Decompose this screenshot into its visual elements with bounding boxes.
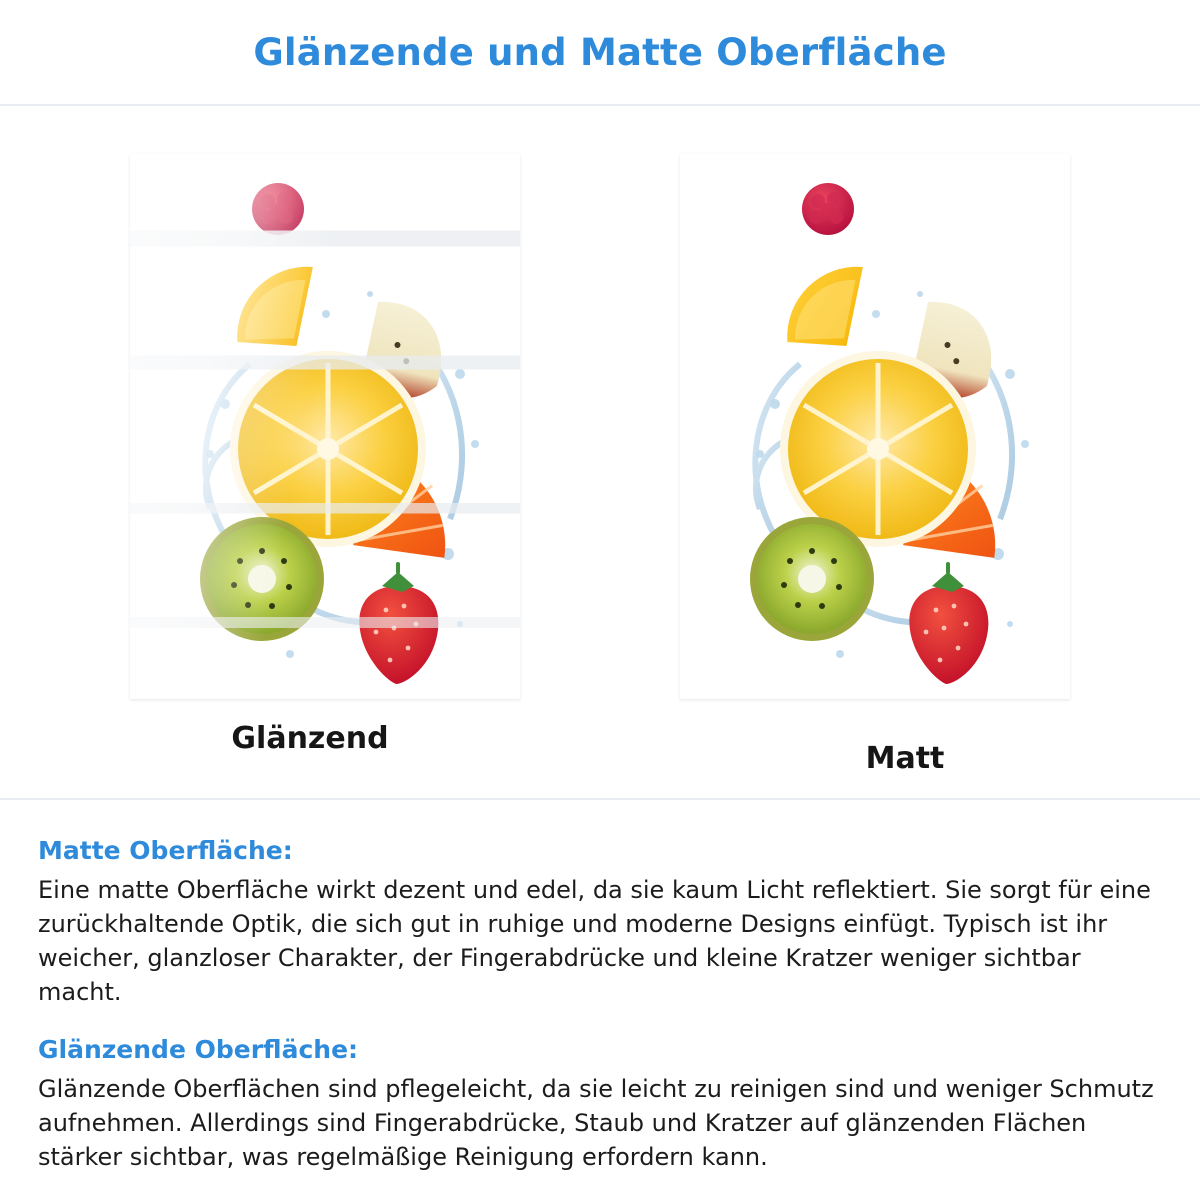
panel-glossy bbox=[115, 154, 535, 756]
fruit-splash-icon bbox=[130, 154, 520, 699]
heading-glossy: Glänzende Oberfläche: bbox=[38, 1035, 359, 1065]
artwork-matte bbox=[680, 154, 1070, 699]
page-header bbox=[0, 0, 1200, 106]
finish-comparison bbox=[0, 106, 1200, 800]
paragraph-matte: Eine matte Oberfläche wirkt dezent und edel, da sie kaum Licht reflektiert. Sie sorgt für eine zurückhaltende Optik, die sich gut in ruhige und moderne Designs einfügt. Typisch ist ihr weicher, glanzloser Charakter, der Fingerabdrücke und kleine Kratzer weniger sichtbar macht. bbox=[38, 876, 1151, 1007]
page-title: Glänzende und Matte Oberfläche bbox=[253, 30, 947, 74]
fruit-splash-icon bbox=[680, 154, 1070, 699]
panel-matte bbox=[665, 154, 1085, 776]
description-section bbox=[0, 800, 1200, 1175]
artwork-glossy bbox=[130, 154, 520, 699]
panel-caption-matte: Matt bbox=[865, 741, 945, 776]
panel-caption-glossy: Glänzend bbox=[231, 721, 389, 756]
paragraph-glossy: Glänzende Oberflächen sind pflegeleicht, da sie leicht zu reinigen sind und weniger Schmutz aufnehmen. Allerdings sind Fingerabdrücke, Staub und Kratzer auf glänzenden Flächen stärker sichtbar, was regelmäßige Reinigung erfordern kann. bbox=[38, 1075, 1154, 1172]
heading-matte: Matte Oberfläche: bbox=[38, 836, 293, 865]
